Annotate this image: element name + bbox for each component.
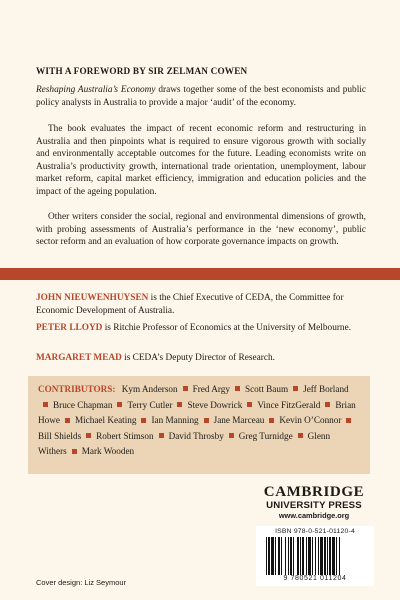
contributor-name: Fred Argy	[192, 384, 230, 394]
separator-square-icon	[117, 402, 122, 407]
separator-square-icon	[86, 433, 91, 438]
barcode-panel	[256, 526, 374, 586]
barcode-icon	[266, 537, 364, 575]
contributor-name: Terry Cutler	[127, 399, 173, 410]
contributor-name: Steve Dowrick	[187, 399, 243, 410]
contributors-panel	[28, 376, 370, 474]
publisher-logo	[254, 484, 374, 521]
separator-square-icon	[43, 402, 48, 407]
separator-square-icon	[204, 418, 209, 423]
barcode-digits: 9 780521 011204	[283, 575, 347, 582]
contributor-name: Brian Howe	[38, 399, 356, 426]
contributor-name: Vince FitzGerald	[257, 399, 321, 410]
separator-square-icon	[141, 418, 146, 423]
separator-square-icon	[65, 418, 70, 423]
separator-square-icon	[293, 386, 298, 391]
editor-name: PETER LLOYD	[36, 323, 103, 333]
editor-bio	[36, 322, 366, 335]
contributor-name: Bill Shields	[38, 430, 82, 441]
editor-bio	[36, 292, 366, 317]
description-paragraph-1	[36, 84, 366, 109]
contributor-name: Bruce Chapman	[53, 399, 113, 410]
contributor-name: Jane Marceau	[213, 415, 265, 426]
section-divider	[0, 268, 400, 280]
publisher-subtitle: UNIVERSITY PRESS	[266, 500, 362, 511]
description-text-1: draws together some of the best economists and public policy analysts in Australia to provide a major ‘audit’ of the economy.	[36, 85, 366, 108]
separator-square-icon	[269, 418, 274, 423]
separator-square-icon	[177, 402, 182, 407]
contributor-name: Greg Turnidge	[238, 430, 293, 441]
separator-square-icon	[247, 402, 252, 407]
contributor-name: Kym Anderson	[121, 384, 178, 394]
description-paragraph-3: Other writers consider the social, regional and environmental dimensions of growth, with probing assessments of Australia’s performance in the ‘new economy’, public sector reform and an evaluation of how corporate governance impacts on growth.	[36, 212, 366, 248]
contributor-name: Michael Keating	[74, 415, 137, 426]
contributors-list	[38, 384, 356, 456]
separator-square-icon	[235, 386, 240, 391]
separator-square-icon	[72, 449, 77, 454]
separator-square-icon	[183, 386, 188, 391]
contributor-name: David Throsby	[168, 430, 224, 441]
foreword-line: WITH A FOREWORD BY SIR ZELMAN COWEN	[36, 66, 248, 76]
separator-square-icon	[229, 433, 234, 438]
editor-description: is CEDA’s Deputy Director of Research.	[121, 353, 275, 363]
editor-name: MARGARET MEAD	[36, 353, 122, 363]
contributor-name: Robert Stimson	[96, 430, 154, 441]
contributor-name: Ian Manning	[151, 415, 199, 426]
separator-square-icon	[298, 433, 303, 438]
separator-square-icon	[159, 433, 164, 438]
editor-description: is the Chief Executive of CEDA, the Committee for Economic Development of Australia.	[36, 293, 344, 316]
separator-square-icon	[346, 418, 351, 423]
isbn-label: ISBN 978-0-521-01120-4	[275, 528, 355, 535]
editor-bio	[36, 352, 366, 365]
contributor-name: Scott Baum	[244, 384, 289, 394]
contributor-name: Kevin O’Connor	[279, 415, 342, 426]
contributor-name: Glenn Withers	[38, 430, 331, 457]
cover-design-credit: Cover design: Liz Seymour	[36, 578, 127, 587]
editor-description: is Ritchie Professor of Economics at the University of Melbourne.	[102, 323, 352, 333]
description-paragraph-2: The book evaluates the impact of recent economic reform and restructuring in Australia and then pinpoints what is required to ensure vigorous growth with socially and environmentally acceptable outcomes for the future. Leading economists write on Australia’s productivity growth, international trade orientation, unemployment, labour market reform, capital market efficiency, immigration and education policies and the impact of the ageing population.	[36, 124, 366, 197]
publisher-url: www.cambridge.org	[278, 511, 350, 520]
contributors-heading: CONTRIBUTORS:	[38, 384, 116, 394]
contributor-name: Mark Wooden	[81, 446, 135, 457]
separator-square-icon	[325, 402, 330, 407]
book-title: Reshaping Australia’s Economy	[36, 85, 156, 95]
editor-name: JOHN NIEUWENHUYSEN	[36, 293, 149, 303]
contributor-name: Jeff Borland	[303, 384, 349, 394]
publisher-name: CAMBRIDGE	[263, 484, 365, 500]
